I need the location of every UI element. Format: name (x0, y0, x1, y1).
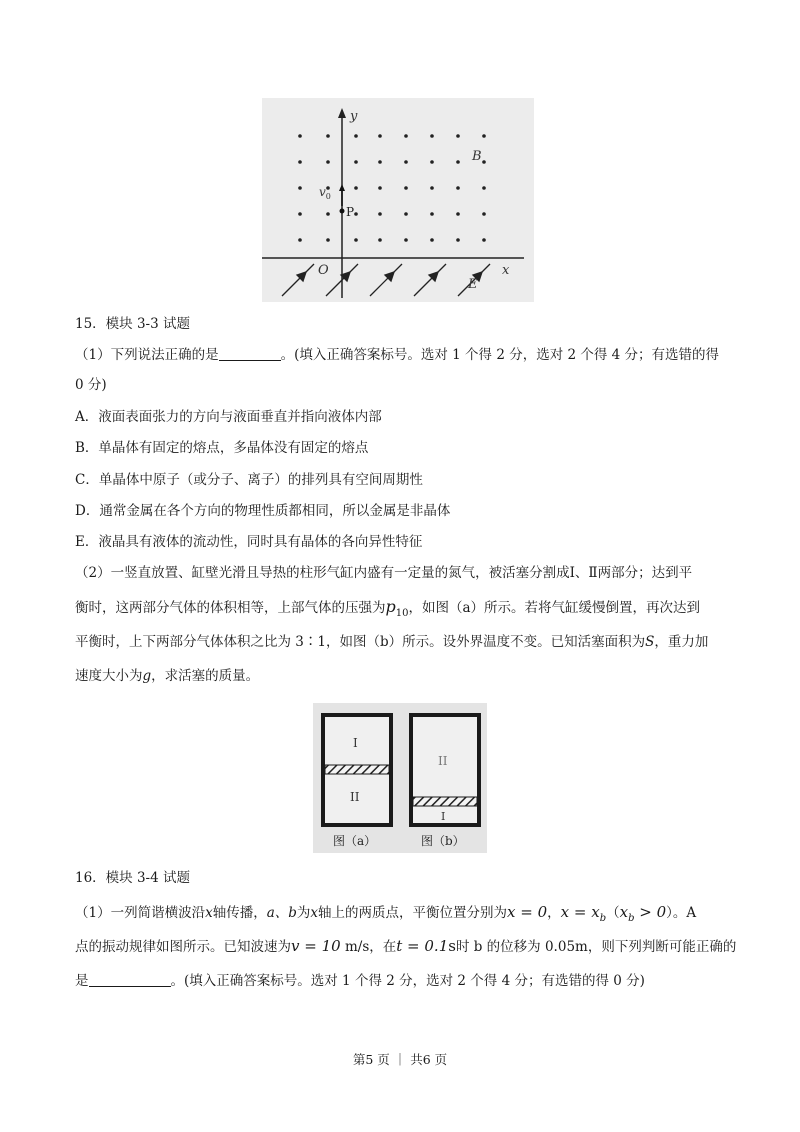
b-field-dot (354, 160, 358, 164)
b-field-dot (482, 212, 486, 216)
b-field-dot (354, 238, 358, 242)
q15-option-a: A．液面表面张力的方向与液面垂直并指向液体内部 (75, 409, 382, 425)
q15-p1-text-b: 。(填入正确答案标号。选对 1 个得 2 分，选对 2 个得 4 分；有选错的得 (280, 347, 720, 363)
q15-p1-line1 (75, 345, 719, 365)
q16-line2: 点的振动规律如图所示。已知波速为v = 10 m/s，在t = 0.1s时 b 的位移为 0.05m，则下列判断可能正确的 (75, 937, 737, 955)
b-field-dot (430, 160, 434, 164)
q15-p2-text4: ，重力加 (654, 634, 709, 650)
cylinder-figure (313, 703, 487, 853)
cylinder-a-upper-label: I (353, 736, 358, 750)
b-field-dot (326, 134, 330, 138)
b-field-dot (430, 238, 434, 242)
b-field-dot (298, 160, 302, 164)
q15-p2-text2: ，如图（a）所示。若将气缸缓慢倒置，再次达到 (408, 600, 701, 616)
q16-title: 16．模块 3-4 试题 (75, 870, 191, 886)
page-footer: 第5 页 ｜ 共6 页 (352, 1052, 448, 1067)
b-field-dot (482, 238, 486, 242)
q15-p2-line1: （2）一竖直放置、缸壁光滑且导热的柱形气缸内盛有一定量的氮气，被活塞分割成Ⅰ、Ⅱ两部分；达到平 (75, 565, 693, 581)
y-axis-label: y (350, 109, 358, 124)
area-symbol: S (645, 634, 655, 650)
p10-symbol: $p_{10}$ (385, 597, 409, 620)
q15-p2-text3: 平衡时，上下两部分气体体积之比为 3∶1，如图（b）所示。设外界温度不变。已知活塞面积为 (75, 634, 646, 650)
b-field-dot (378, 134, 382, 138)
q15-p2-line3 (75, 632, 708, 652)
b-field-dot (354, 186, 358, 190)
e-field-label: E (468, 277, 478, 292)
q15-p1-text-a: （1）下列说法正确的是 (75, 347, 219, 363)
point-p-label: P (346, 205, 355, 219)
b-field-dot (378, 238, 382, 242)
x-axis-label: x (502, 263, 510, 278)
q15-p2-text: 衡时，这两部分气体的体积相等，上部气体的压强为 (75, 600, 386, 616)
q15-option-c: C．单晶体中原子（或分子、离子）的排列具有空间周期性 (75, 472, 423, 488)
b-field-dot (326, 186, 330, 190)
v0-label: $v_0$ (319, 185, 331, 201)
b-field-dot (378, 186, 382, 190)
q16-line3: 是 。(填入正确答案标号。选对 1 个得 2 分，选对 2 个得 4 分；有选错的得 0 分) (75, 973, 645, 989)
origin-label: O (318, 263, 329, 278)
b-field-dot (482, 186, 486, 190)
b-field-dot (482, 134, 486, 138)
b-field-dot (326, 212, 330, 216)
e-field-arrow (414, 264, 446, 296)
b-field-dot (378, 212, 382, 216)
b-field-dot (456, 160, 460, 164)
q15-option-e: E．液晶具有液体的流动性，同时具有晶体的各向异性特征 (75, 534, 423, 550)
caption-b: 图（b） (421, 834, 465, 848)
b-field-dot (404, 134, 408, 138)
b-field-dot (354, 134, 358, 138)
point-p (340, 209, 345, 214)
b-field-dot (404, 160, 408, 164)
q16-line1: （1）一列简谐横波沿x轴传播，a、b为x轴上的两质点，平衡位置分别为x = 0，$x = x_b(x_b > 0)$。A (75, 903, 697, 924)
q15-p1-line2: 0 分) (75, 377, 107, 393)
b-field-dot (354, 212, 358, 216)
cylinder-b (411, 715, 479, 825)
b-field-dot (298, 186, 302, 190)
cylinder-b-upper-label: II (438, 754, 448, 768)
cylinder-a-lower-label: II (350, 790, 360, 804)
b-field-dot (456, 186, 460, 190)
y-axis-arrow (338, 108, 346, 118)
b-field-dot (298, 238, 302, 242)
gravity-symbol: g (142, 668, 152, 684)
field-figure (262, 98, 534, 302)
q15-answer-blank[interactable] (219, 346, 281, 361)
b-field-dot (326, 238, 330, 242)
cylinder-a (323, 715, 391, 825)
q15-p2-text5: 速度大小为 (75, 668, 143, 684)
e-field-arrow (282, 264, 314, 296)
b-field-dot (404, 186, 408, 190)
q15-p2-text6: ，求活塞的质量。 (151, 668, 260, 684)
b-field-dot (482, 160, 486, 164)
b-field-dot (404, 238, 408, 242)
b-field-dot (430, 212, 434, 216)
q15-p2-line2 (75, 597, 700, 624)
q15-title: 15．模块 3-3 试题 (75, 316, 191, 332)
cylinder-b-lower-label: I (441, 810, 446, 823)
b-field-dot (298, 134, 302, 138)
q15-p2-line4 (75, 666, 259, 686)
q15-option-b: B．单晶体有固定的熔点，多晶体没有固定的熔点 (75, 440, 369, 456)
q16-answer-blank[interactable] (89, 972, 171, 987)
b-field-dot (404, 212, 408, 216)
b-field-dot (430, 134, 434, 138)
e-field-arrow (370, 264, 402, 296)
b-field-dot (298, 212, 302, 216)
caption-a: 图（a） (333, 834, 377, 848)
q15-option-d: D．通常金属在各个方向的物理性质都相同，所以金属是非晶体 (75, 503, 451, 519)
b-field-dot (456, 238, 460, 242)
b-field-dot (456, 212, 460, 216)
b-field-dot (456, 134, 460, 138)
b-field-dot (430, 186, 434, 190)
b-field-dot (378, 160, 382, 164)
b-field-dot (326, 160, 330, 164)
b-field-label: B (472, 149, 482, 164)
